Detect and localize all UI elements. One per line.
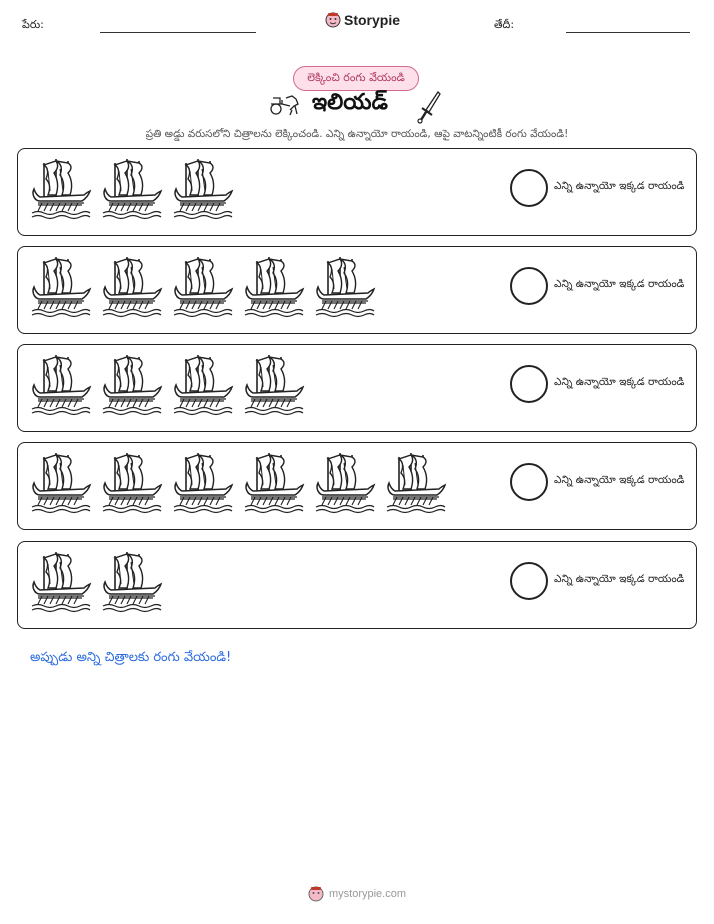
greek-ship-icon <box>101 550 163 614</box>
answer-circle[interactable] <box>510 463 548 501</box>
answer-hint: ఎన్ని ఉన్నాయో ఇక్కడ రాయండి <box>554 180 685 192</box>
counting-row-4 <box>17 442 697 530</box>
answer-hint: ఎన్ని ఉన్నాయో ఇక్కడ రాయండి <box>554 376 685 388</box>
chariot-icon <box>268 94 300 116</box>
greek-ship-icon <box>101 451 163 515</box>
greek-ship-icon <box>314 255 376 319</box>
name-label: పేరు: <box>22 18 44 31</box>
storypie-mascot-icon <box>308 886 324 902</box>
greek-ship-icon <box>30 255 92 319</box>
greek-ship-icon <box>385 451 447 515</box>
answer-circle[interactable] <box>510 365 548 403</box>
brand-logo <box>325 12 400 28</box>
ship-group <box>30 157 234 227</box>
greek-ship-icon <box>30 353 92 417</box>
answer-hint: ఎన్ని ఉన్నాయో ఇక్కడ రాయండి <box>554 573 685 585</box>
answer-circle[interactable] <box>510 267 548 305</box>
ship-group <box>30 451 447 521</box>
site-url: mystorypie.com <box>329 888 407 900</box>
date-label: తేదీ: <box>494 18 515 31</box>
greek-ship-icon <box>30 550 92 614</box>
greek-ship-icon <box>243 255 305 319</box>
greek-ship-icon <box>243 451 305 515</box>
ship-group <box>30 255 376 325</box>
answer-circle[interactable] <box>510 169 548 207</box>
counting-row-1 <box>17 148 697 236</box>
greek-ship-icon <box>172 255 234 319</box>
greek-ship-icon <box>30 451 92 515</box>
site-footer <box>308 886 406 902</box>
brand-name: Storypie <box>344 12 401 28</box>
greek-ship-icon <box>172 157 234 221</box>
answer-hint: ఎన్ని ఉన్నాయో ఇక్కడ రాయండి <box>554 474 685 486</box>
counting-row-3 <box>17 344 697 432</box>
date-field[interactable] <box>566 32 690 33</box>
greek-ship-icon <box>101 353 163 417</box>
greek-ship-icon <box>30 157 92 221</box>
greek-ship-icon <box>101 255 163 319</box>
ship-group <box>30 353 305 423</box>
greek-ship-icon <box>172 451 234 515</box>
title-row <box>0 90 714 124</box>
greek-ship-icon <box>101 157 163 221</box>
greek-ship-icon <box>243 353 305 417</box>
ship-group <box>30 550 163 620</box>
answer-circle[interactable] <box>510 562 548 600</box>
page-title: ఇలియడ్ <box>312 90 388 115</box>
counting-row-2 <box>17 246 697 334</box>
activity-badge: లెక్కించి రంగు వేయండి <box>293 66 419 91</box>
greek-ship-icon <box>172 353 234 417</box>
sword-icon <box>416 90 442 124</box>
instructions: ప్రతి అడ్డు వరుసలోని చిత్రాలను లెక్కించండి. ఎన్ని ఉన్నాయో రాయండి, ఆపై వాటన్నింటికీ రంగు వేయండి! <box>145 128 569 140</box>
storypie-mascot-icon <box>325 12 341 28</box>
footer-note: అప్పుడు అన్ని చిత్రాలకు రంగు వేయండి! <box>30 650 232 665</box>
name-field[interactable] <box>100 32 256 33</box>
counting-row-5 <box>17 541 697 629</box>
answer-hint: ఎన్ని ఉన్నాయో ఇక్కడ రాయండి <box>554 278 685 290</box>
greek-ship-icon <box>314 451 376 515</box>
